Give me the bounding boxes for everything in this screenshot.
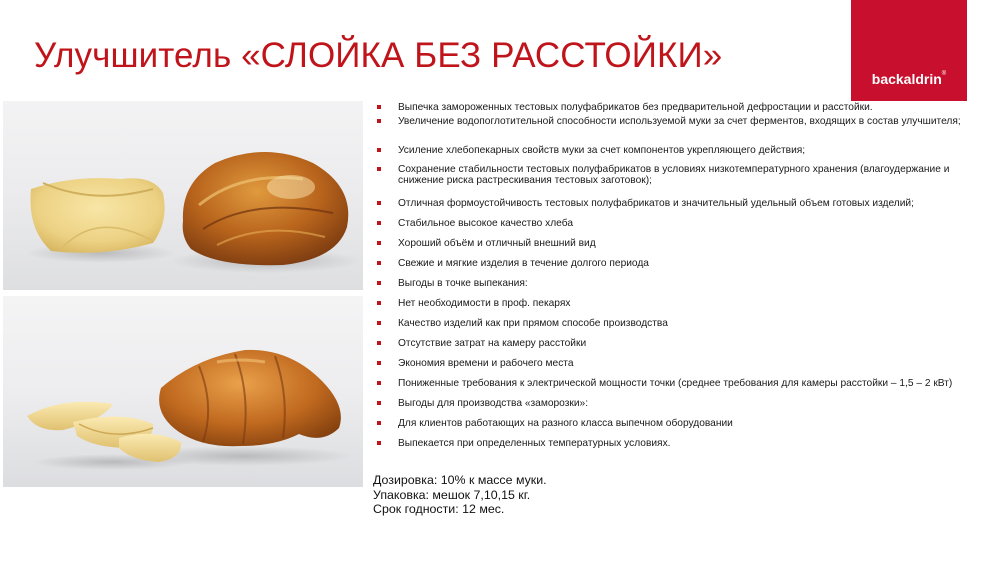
feature-item: Для клиентов работающих на разного класса выпечном оборудовании	[372, 418, 972, 438]
page-title: Улучшитель «СЛОЙКА БЕЗ РАССТОЙКИ»	[34, 36, 723, 75]
packaging-text: Упаковка: мешок 7,10,15 кг.	[373, 487, 531, 502]
feature-item: Отсутствие затрат на камеру расстойки	[372, 338, 972, 358]
feature-item: Выгоды для производства «заморозки»:	[372, 398, 972, 418]
product-specs	[373, 473, 547, 517]
feature-item: Качество изделий как при прямом способе производства	[372, 318, 972, 338]
croissant-illustration	[3, 296, 363, 487]
feature-list	[372, 102, 972, 458]
feature-item: Свежие и мягкие изделия в течение долгого периода	[372, 258, 972, 278]
feature-item: Стабильное высокое качество хлеба	[372, 218, 972, 238]
feature-item: Сохранение стабильности тестовых полуфабрикатов в условиях низкотемпературного хранения (влагоудержание и снижение риска растрескивания тестовых заготовок);	[372, 164, 972, 198]
brand-registered-mark: ®	[941, 71, 947, 77]
dosage-text: Дозировка: 10% к массе муки.	[373, 473, 547, 487]
shelf-life-text: Срок годности: 12 мес.	[373, 502, 505, 516]
feature-item: Отличная формоустойчивость тестовых полуфабрикатов и значительный удельный объем готовых изделий;	[372, 198, 972, 218]
brand-logo-text	[851, 71, 967, 87]
product-photo-croissant	[3, 296, 363, 487]
product-photo-puff-pastry	[3, 101, 363, 290]
feature-item: Экономия времени и рабочего места	[372, 358, 972, 378]
puff-pastry-illustration	[3, 101, 363, 290]
feature-item: Выгоды в точке выпекания:	[372, 278, 972, 298]
feature-item: Увеличение водопоглотительной способности используемой муки за счет ферментов, входящих в состав улучшителя;	[372, 116, 972, 145]
feature-item: Усиление хлебопекарных свойств муки за счет компонентов укрепляющего действия;	[372, 145, 972, 164]
feature-item: Выпечка замороженных тестовых полуфабрикатов без предварительной дефростации и расстойки.	[372, 102, 972, 116]
feature-item: Выпекается при определенных температурных условиях.	[372, 438, 972, 458]
brand-name: backaldrin	[871, 71, 942, 87]
feature-item: Нет необходимости в проф. пекарях	[372, 298, 972, 318]
feature-item: Хороший объём и отличный внешний вид	[372, 238, 972, 258]
brand-logo	[851, 0, 967, 101]
feature-item: Пониженные требования к электрической мощности точки (среднее требования для камеры расстойки – 1,5 – 2 кВт)	[372, 378, 972, 398]
